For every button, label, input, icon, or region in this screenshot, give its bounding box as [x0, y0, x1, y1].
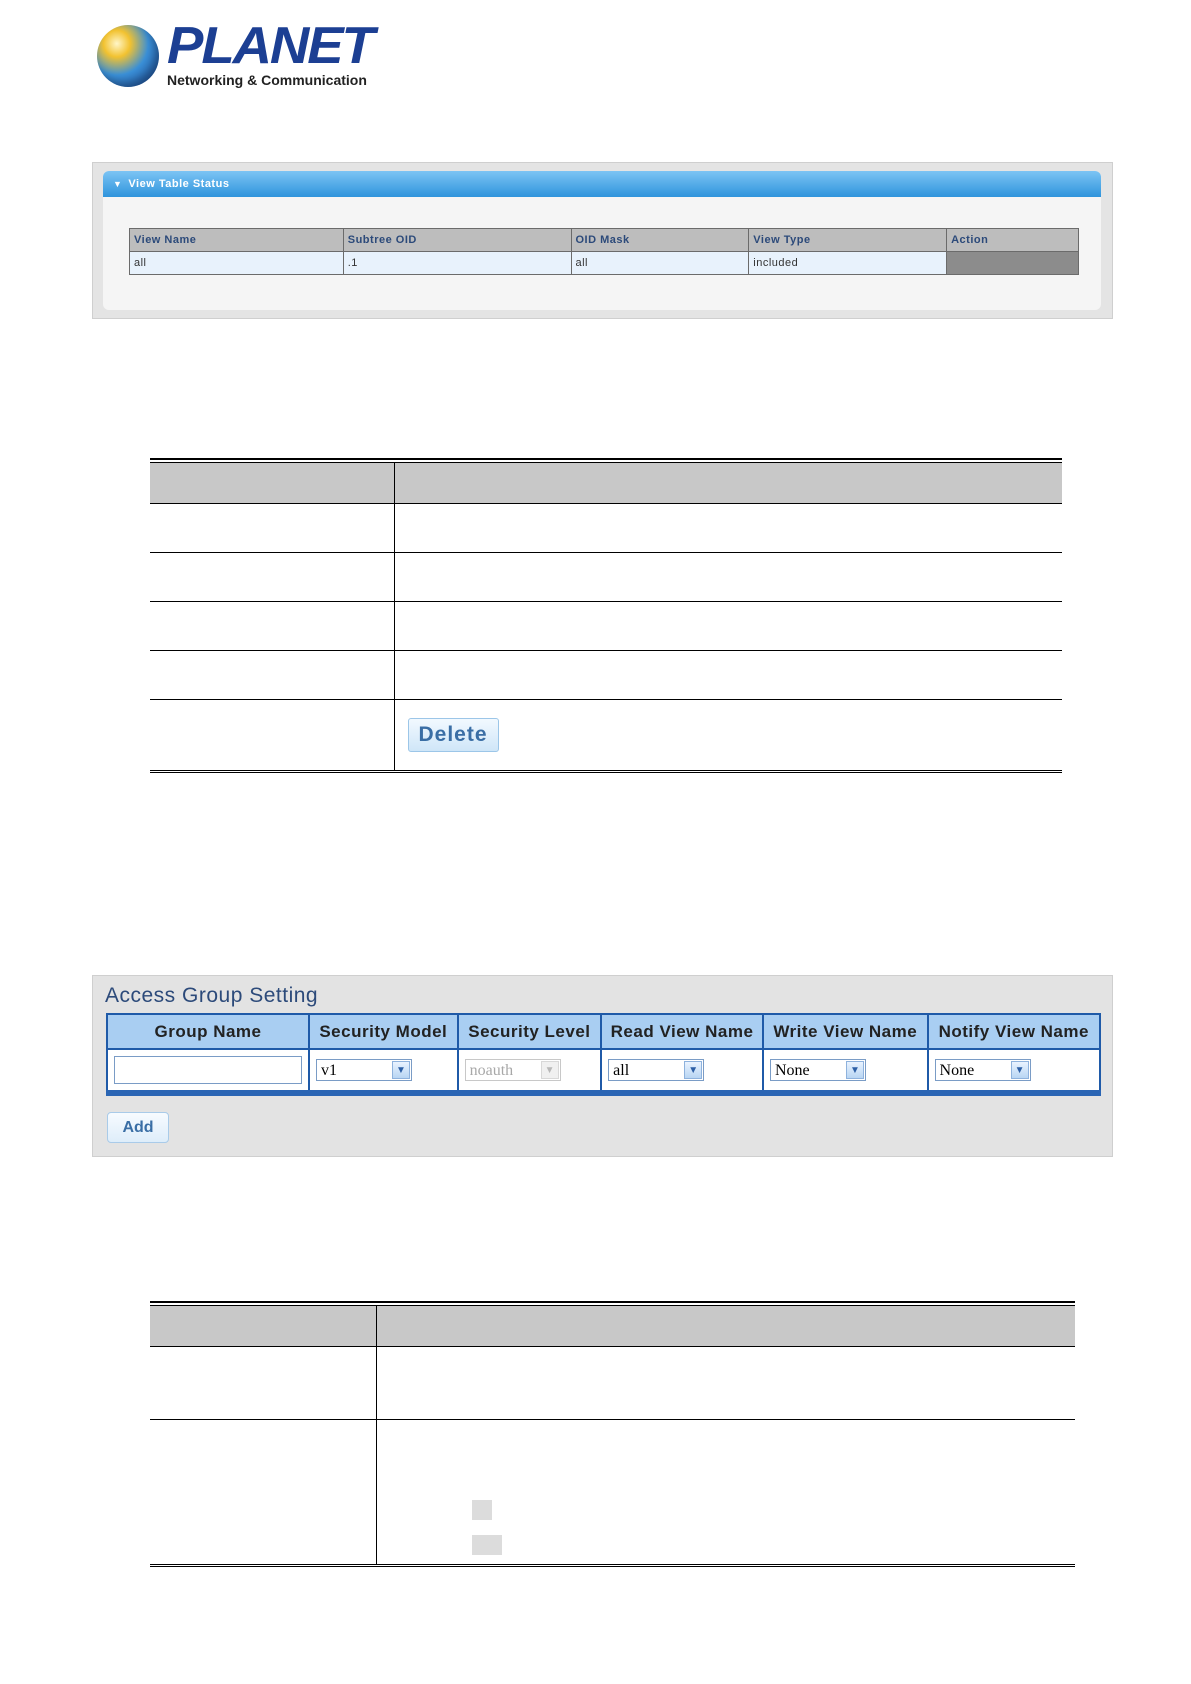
- description-table-2: [150, 1301, 1075, 1567]
- desc-header-row: [150, 463, 1062, 504]
- col-oid-mask: OID Mask: [571, 229, 749, 252]
- table-header-row: [107, 1014, 1100, 1049]
- security-level-select: noauth ▼: [465, 1059, 561, 1081]
- notify-view-select[interactable]: None ▼: [935, 1059, 1031, 1081]
- col-action: Action: [947, 229, 1079, 252]
- view-table: [129, 228, 1079, 275]
- panel-header[interactable]: [103, 171, 1101, 197]
- globe-icon: [97, 25, 159, 87]
- chevron-down-icon: ▼: [541, 1061, 559, 1079]
- cell-view-name: all: [130, 252, 344, 275]
- collapse-arrow-icon[interactable]: ▼: [113, 179, 123, 189]
- table-header-row: [130, 229, 1079, 252]
- desc-row: [150, 651, 1062, 700]
- write-view-select[interactable]: None ▼: [770, 1059, 866, 1081]
- desc-row: [150, 553, 1062, 602]
- col-security-level: Security Level: [458, 1014, 602, 1049]
- delete-button[interactable]: Delete: [408, 718, 499, 752]
- desc-header-description: [394, 463, 1062, 504]
- col-view-type: View Type: [749, 229, 947, 252]
- view-table-status-panel: [103, 171, 1101, 310]
- col-group-name: Group Name: [107, 1014, 309, 1049]
- desc-row: [150, 1420, 1075, 1566]
- chevron-down-icon[interactable]: ▼: [392, 1061, 410, 1079]
- table-row: [107, 1049, 1100, 1093]
- col-notify-view-name: Notify View Name: [928, 1014, 1100, 1049]
- desc-header-object: [150, 1306, 376, 1347]
- cell-oid-mask: all: [571, 252, 749, 275]
- col-view-name: View Name: [130, 229, 344, 252]
- group-name-input[interactable]: [114, 1056, 302, 1084]
- desc-row: [150, 602, 1062, 651]
- button-icon: [472, 1535, 502, 1555]
- panel-title: Access Group Setting: [105, 984, 319, 1007]
- desc-row: [150, 1347, 1075, 1420]
- col-read-view-name: Read View Name: [601, 1014, 763, 1049]
- desc-header-row: [150, 1306, 1075, 1347]
- logo-brand: PLANET: [167, 17, 373, 75]
- security-model-select[interactable]: v1 ▼: [316, 1059, 412, 1081]
- col-write-view-name: Write View Name: [763, 1014, 928, 1049]
- chevron-down-icon[interactable]: ▼: [1011, 1061, 1029, 1079]
- access-group-table: [106, 1013, 1101, 1096]
- checkbox-icon: [472, 1500, 492, 1520]
- desc-header-description: [376, 1306, 1075, 1347]
- read-view-select[interactable]: all ▼: [608, 1059, 704, 1081]
- chevron-down-icon[interactable]: ▼: [684, 1061, 702, 1079]
- view-table-status-screenshot: [92, 162, 1113, 319]
- col-security-model: Security Model: [309, 1014, 458, 1049]
- logo-tagline: Networking & Communication: [167, 72, 367, 88]
- panel-title: View Table Status: [128, 178, 230, 190]
- chevron-down-icon[interactable]: ▼: [846, 1061, 864, 1079]
- desc-header-object: [150, 463, 394, 504]
- desc-row: [150, 700, 1062, 772]
- table-row: [130, 252, 1079, 275]
- planet-logo: [97, 17, 373, 92]
- cell-subtree-oid: .1: [343, 252, 571, 275]
- description-table-1: [150, 458, 1062, 773]
- add-button[interactable]: Add: [107, 1112, 169, 1143]
- col-subtree-oid: Subtree OID: [343, 229, 571, 252]
- access-group-setting-panel: [92, 975, 1113, 1157]
- cell-view-type: included: [749, 252, 947, 275]
- desc-row: [150, 504, 1062, 553]
- cell-action[interactable]: [947, 252, 1079, 275]
